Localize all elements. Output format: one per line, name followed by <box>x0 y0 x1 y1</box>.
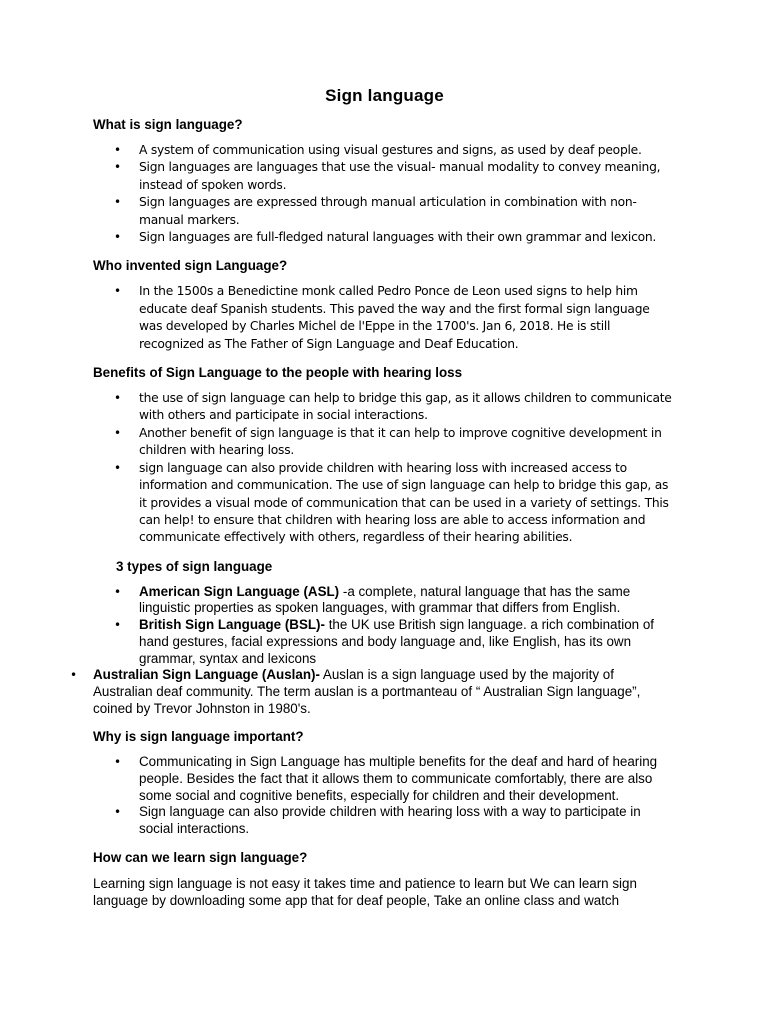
list-item: • the use of sign language can help to bridge this gap, as it allows children to communicate with others and participate in social interactions. <box>93 390 676 425</box>
section-heading-how-learn: How can we learn sign language? <box>93 849 308 865</box>
term-label: American Sign Language (ASL) <box>139 583 340 599</box>
list-item <box>93 584 676 617</box>
list-item <box>93 617 676 667</box>
document-title: Sign language <box>325 86 444 105</box>
term-description: -a complete, natural language that has the same linguistic properties as spoken languages, with grammar that differs from English. <box>139 583 631 616</box>
paragraph-how-learn: Learning sign language is not easy it takes time and patience to learn but We can learn sign language by downloading some app that for deaf people, Take an online class and watch <box>93 875 637 908</box>
section-heading-what-is: What is sign language? <box>93 117 243 132</box>
section-heading-benefits: Benefits of Sign Language to the people with hearing loss <box>93 365 463 381</box>
list-item: • Sign languages are full-fledged natural languages with their own grammar and lexicon. <box>93 229 676 246</box>
term-description: the UK use British sign language. a rich combination of hand gestures, facial expressions and body language and, like English, has its own grammar, syntax and lexicons <box>139 617 654 666</box>
section-heading-types: 3 types of sign language <box>116 558 273 574</box>
bullet-list-why-important <box>93 754 676 838</box>
list-item: • Another benefit of sign language is that it can help to improve cognitive development in children with hearing loss. <box>93 425 676 460</box>
bullet-list-what-is <box>93 142 676 246</box>
list-item: • Sign languages are expressed through manual articulation in combination with non-manual markers. <box>93 194 676 229</box>
term-label: British Sign Language (BSL)- <box>139 617 325 633</box>
list-item: • A system of communication using visual gestures and signs, as used by deaf people. <box>93 142 676 159</box>
term-description: Auslan is a sign language used by the majority of Australian deaf community. The term auslan is a portmanteau of “ Australian Sign language”, coined by Trevor Johnston in 1980's. <box>93 667 641 716</box>
list-item: • Communicating in Sign Language has multiple benefits for the deaf and hard of hearing people. Besides the fact that it allows them to communicate comfortably, there are also some social and cognitive benefits, especially for children and their development. <box>93 754 676 804</box>
list-item <box>70 667 676 717</box>
bullet-list-benefits <box>93 390 676 547</box>
list-item: • In the 1500s a Benedictine monk called Pedro Ponce de Leon used signs to help him educate deaf Spanish students. This paved the way and the first formal sign language was developed by Charles Michel de l'Eppe in the 1700's. Jan 6, 2018. He is still recognized as The Father of Sign Language and Deaf Education. <box>93 283 676 353</box>
list-item: • Sign languages are languages that use the visual- manual modality to convey meaning, instead of spoken words. <box>93 159 676 194</box>
list-item: • sign language can also provide children with hearing loss with increased access to information and communication. The use of sign language can help to bridge this gap, as it provides a visual mode of communication that can be used in a variety of settings. This can help! to ensure that children with hearing loss are able to access information and communicate effectively with others, regardless of their hearing abilities. <box>93 460 676 547</box>
term-label: Australian Sign Language (Auslan)- <box>93 667 320 683</box>
bullet-list-types <box>93 584 676 718</box>
section-heading-why-important: Why is sign language important? <box>93 729 304 745</box>
section-heading-who-invented: Who invented sign Language? <box>93 258 288 274</box>
list-item: • Sign language can also provide children with hearing loss with a way to participate in social interactions. <box>93 804 676 837</box>
bullet-list-who-invented <box>93 283 676 353</box>
